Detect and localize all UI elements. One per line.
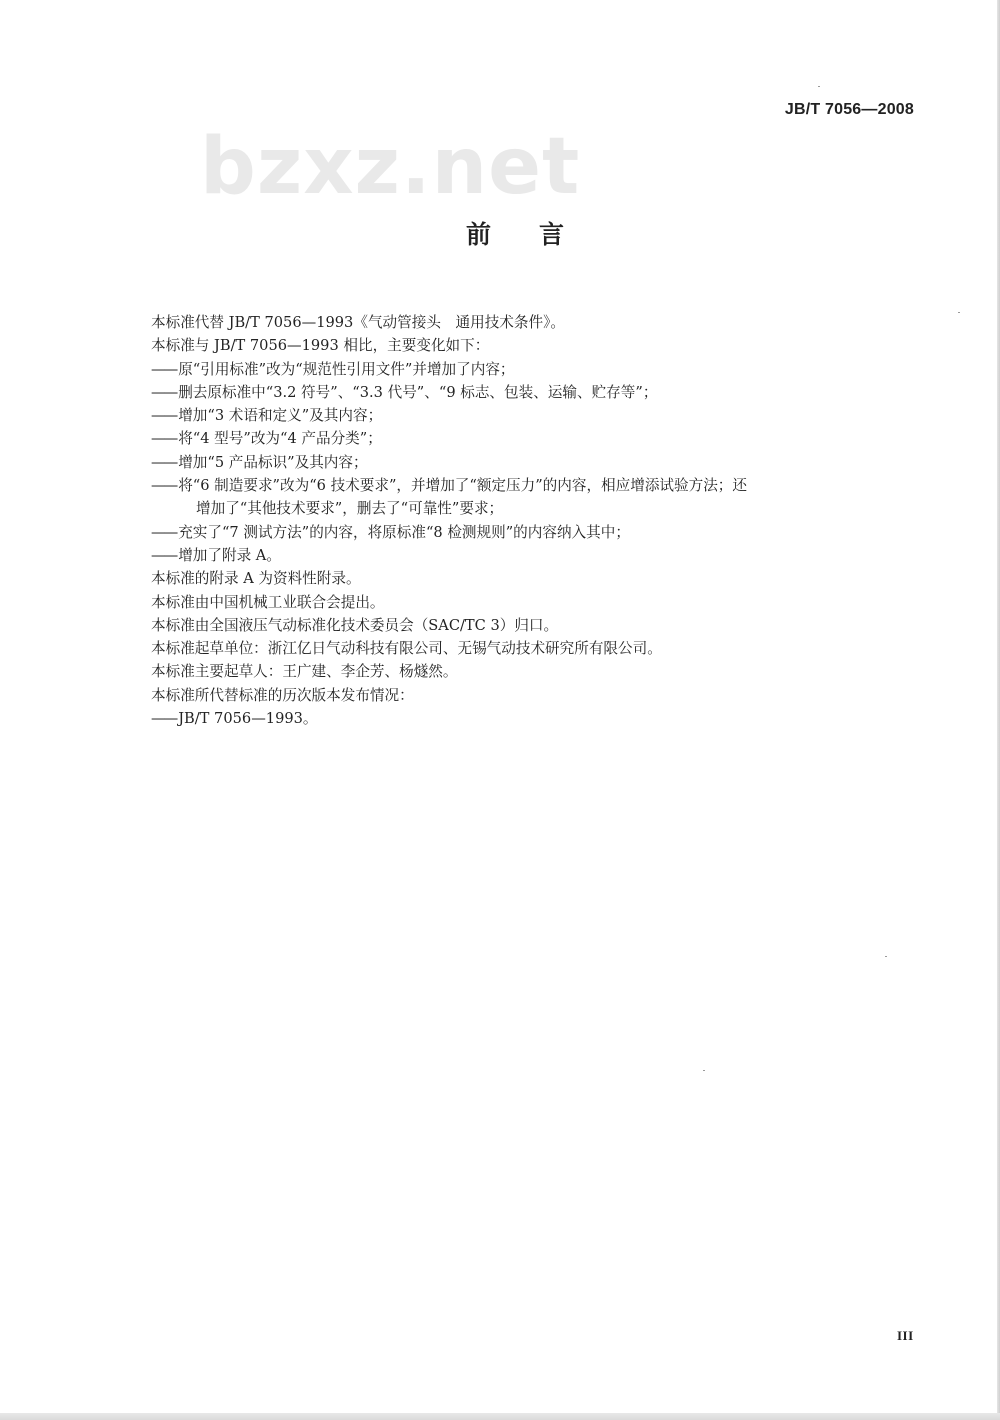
list-item (151, 381, 921, 404)
list-item-text: 原“引用标准”改为“规范性引用文件”并增加了内容； (178, 360, 515, 378)
list-item (151, 427, 921, 450)
paragraph-text: 本标准起草单位：浙江亿日气动科技有限公司、无锡气动技术研究所有限公司。 (151, 640, 662, 658)
scan-speck (958, 312, 960, 313)
list-item (151, 521, 921, 544)
paragraph-text: 本标准所代替标准的历次版本发布情况： (151, 686, 414, 704)
paragraph (151, 684, 921, 707)
list-item-text: 增加了附录 A。 (178, 546, 281, 564)
paragraph (151, 614, 921, 637)
list-item-text: 将“4 型号”改为“4 产品分类”； (178, 430, 382, 448)
em-dash-bullet: —— (151, 430, 177, 448)
em-dash-bullet: —— (151, 453, 177, 471)
list-item-text: 增加“3 术语和定义”及其内容； (178, 407, 383, 425)
list-item-continuation (151, 497, 921, 520)
list-item (151, 451, 921, 474)
em-dash-bullet: —— (151, 477, 177, 495)
em-dash-bullet: —— (151, 360, 177, 378)
page-number: III (897, 1328, 914, 1343)
watermark: bzxz.net (200, 122, 581, 212)
scan-speck (885, 956, 887, 957)
paragraph (151, 311, 921, 334)
page-edge-bottom (0, 1413, 1000, 1420)
list-item (151, 358, 921, 381)
scan-speck (703, 1070, 705, 1071)
page-title: 前言 (466, 220, 613, 249)
em-dash-bullet: —— (151, 546, 177, 564)
list-item-text: 充实了“7 测试方法”的内容，将原标准“8 检测规则”的内容纳入其中； (178, 523, 630, 541)
list-item-text: 增加“5 产品标识”及其内容； (178, 453, 368, 471)
list-item (151, 404, 921, 427)
list-item-text: 删去原标准中“3.2 符号”、“3.3 代号”、“9 标志、包装、运输、贮存等”； (178, 383, 658, 401)
list-item-text: JB/T 7056—1993。 (178, 710, 318, 728)
paragraph-text: 本标准主要起草人：王广建、李企芳、杨燧然。 (151, 663, 458, 681)
list-item-text: 增加了“其他技术要求”，删去了“可靠性”要求； (196, 500, 504, 518)
paragraph-text: 本标准与 JB/T 7056—1993 相比，主要变化如下： (151, 337, 490, 355)
paragraph (151, 591, 921, 614)
em-dash-bullet: —— (151, 710, 177, 728)
em-dash-bullet: —— (151, 523, 177, 541)
em-dash-bullet: —— (151, 383, 177, 401)
em-dash-bullet: —— (151, 407, 177, 425)
paragraph (151, 660, 921, 683)
foreword-body (151, 311, 921, 730)
list-item (151, 544, 921, 567)
paragraph (151, 637, 921, 660)
paragraph (151, 567, 921, 590)
list-item (151, 474, 921, 497)
paragraph-text: 本标准由中国机械工业联合会提出。 (151, 593, 385, 611)
standard-code-header: JB/T 7056—2008 (784, 101, 914, 118)
paragraph-text: 本标准的附录 A 为资料性附录。 (151, 570, 361, 588)
paragraph (151, 334, 921, 357)
paragraph-text: 本标准由全国液压气动标准化技术委员会（SAC/TC 3）归口。 (151, 616, 559, 634)
paragraph-text: 本标准代替 JB/T 7056—1993《气动管接头 通用技术条件》。 (151, 314, 565, 331)
list-item (151, 707, 921, 730)
scan-speck (818, 86, 820, 87)
list-item-text: 将“6 制造要求”改为“6 技术要求”，并增加了“额定压力”的内容，相应增添试验方法；还 (178, 477, 747, 495)
